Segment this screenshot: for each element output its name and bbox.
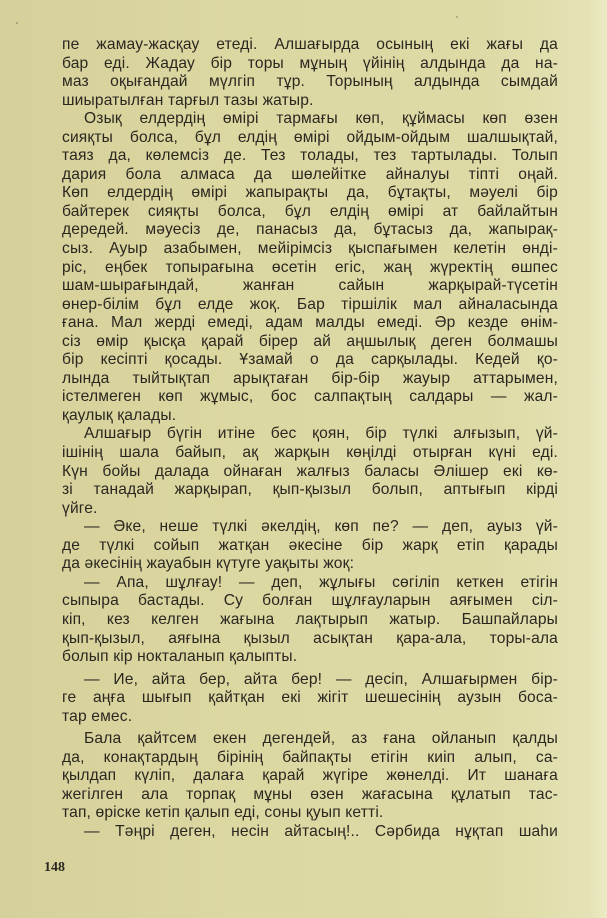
text-line: Бала қайтсем екен дегендей, аз ғана ойланып қалды: [84, 730, 558, 748]
text-line: да әкесінің жауабын күтуге уақыты жоқ:: [62, 555, 355, 573]
text-line: Алшағыр бүгін итіне бес қоян, бір түлкі алғызып, үй-: [84, 425, 558, 443]
text-line: жегілген ала торпақ мұны өзен жағасына құлатып тас-: [62, 785, 558, 803]
text-line: кіп, кез келген жағына лақтырып жатыр. Башпайлары: [62, 610, 558, 628]
text-line: де түлкі сойып жатқан әкесіне бір жарқ етіп қарады: [62, 536, 558, 554]
text-line: — Әке, неше түлкі әкелдің, көп пе? — деп, ауыз үй-: [84, 518, 558, 536]
text-line: дария бола алмаса да шөлейітке айналуы тіпті оңай.: [62, 165, 558, 183]
text-line: шам-шырағындай, жанған сайын жарқырай-түсетін: [62, 277, 558, 295]
text-line: қаулық қалады.: [62, 406, 177, 424]
text-line: ғана. Мал жерді емеді, адам малды емеді. Әр кезде өнім-: [62, 314, 558, 332]
text-line: таяз да, көлемсіз де. Тез толады, тез тартылады. Толып: [62, 147, 558, 165]
scan-speck: [456, 16, 458, 18]
text-line: қылдап күліп, далаға қарай жүгіре жөнелді. Ит шанаға: [62, 767, 558, 785]
text-line: — Апа, шұлғау! — деп, жұлығы сөгіліп кеткен етігін: [84, 573, 558, 591]
text-line: пе жамау-жасқау етеді. Алшағырда осының екі жағы да: [62, 36, 558, 53]
text-line: Көп елдердің өмірі жапырақты да, бұтақты, мәуелі бір: [62, 184, 558, 202]
text-line: сияқты болса, бұл елдің өмірі ойдым-ойдым шалшықтай,: [62, 128, 558, 146]
text-line: да, конақтардың бірінің байпақты етігін киіп алып, са-: [62, 748, 558, 766]
text-line: тап, өріске кетіп қалып еді, соны қуып кетті.: [62, 804, 384, 822]
text-line: — Тәңрі деген, несін айтасың!.. Сәрбида нұқтап шаһи: [84, 822, 558, 840]
text-line: сыпыра бастады. Су болған шұлғауларын аяғымен сіл-: [62, 592, 558, 610]
text-line: лында тыйтықтап арықтаған бір-бір жауыр аттарымен,: [62, 369, 558, 387]
scan-speck: [16, 22, 18, 24]
text-line: байтерек сияқты болса, бұл елдің өмірі ат байлайтын: [62, 202, 558, 220]
text-line: болып кір нокталанып қалыпты.: [62, 648, 298, 666]
text-line: бір кесіпті қосады. Ұзамай о да сарқылады. Кедей қо-: [62, 351, 558, 369]
text-line: Озық елдердің өмірі тармағы көп, құймасы көп өзен: [84, 110, 558, 128]
text-line: бар еді. Жадау бір торы мұның үйінің алдында да на-: [62, 54, 558, 72]
text-line: істелмеген көп жұмыс, бос салпақтың салдары — жал-: [62, 388, 558, 406]
text-line: үйге.: [62, 499, 98, 517]
text-line: тар емес.: [62, 707, 133, 725]
body-text: [62, 36, 558, 842]
text-line: маз оқығандай мүлгіп тұр. Торының алдында сымдай: [62, 73, 558, 91]
text-line: өнер-білім бұл елде жоқ. Бар тіршілік мал айналасында: [62, 295, 558, 313]
text-line: сіз өмір қысқа қарай бірер ай аңшылық деген болмашы: [62, 332, 558, 350]
text-line: ріс, еңбек топырағына өсетін егіс, жаң жүректің өшпес: [62, 258, 558, 276]
text-line: дередей. мәуесіз де, панасыз да, бұтасыз да, жапырақ-: [62, 221, 558, 239]
text-line: ішінің шала байып, ақ жарқын көңілді отырған күні еді.: [62, 444, 558, 462]
text-line: қып-қызыл, аяғына қызыл асықтан қара-ала, торы-ала: [62, 629, 558, 647]
text-line: ге аңға шығып қайтқан екі жігіт шешесінің аузын боса-: [62, 689, 558, 707]
text-line: Күн бойы далада ойнаған жалғыз баласы Әлішер екі кө-: [62, 462, 558, 480]
text-line: — Ие, айта бер, айта бер! — десіп, Алшағырмен бір-: [84, 670, 558, 688]
text-line: зі танадай жарқырап, қып-қызыл болып, аптығып кірді: [62, 481, 558, 499]
page-number: 148: [44, 860, 65, 875]
text-line: сыз. Ауыр азабымен, мейірімсіз қыспағымен келетін өнді-: [62, 240, 558, 258]
text-line: шиыратылған тарғыл тазы жатыр.: [62, 91, 314, 109]
